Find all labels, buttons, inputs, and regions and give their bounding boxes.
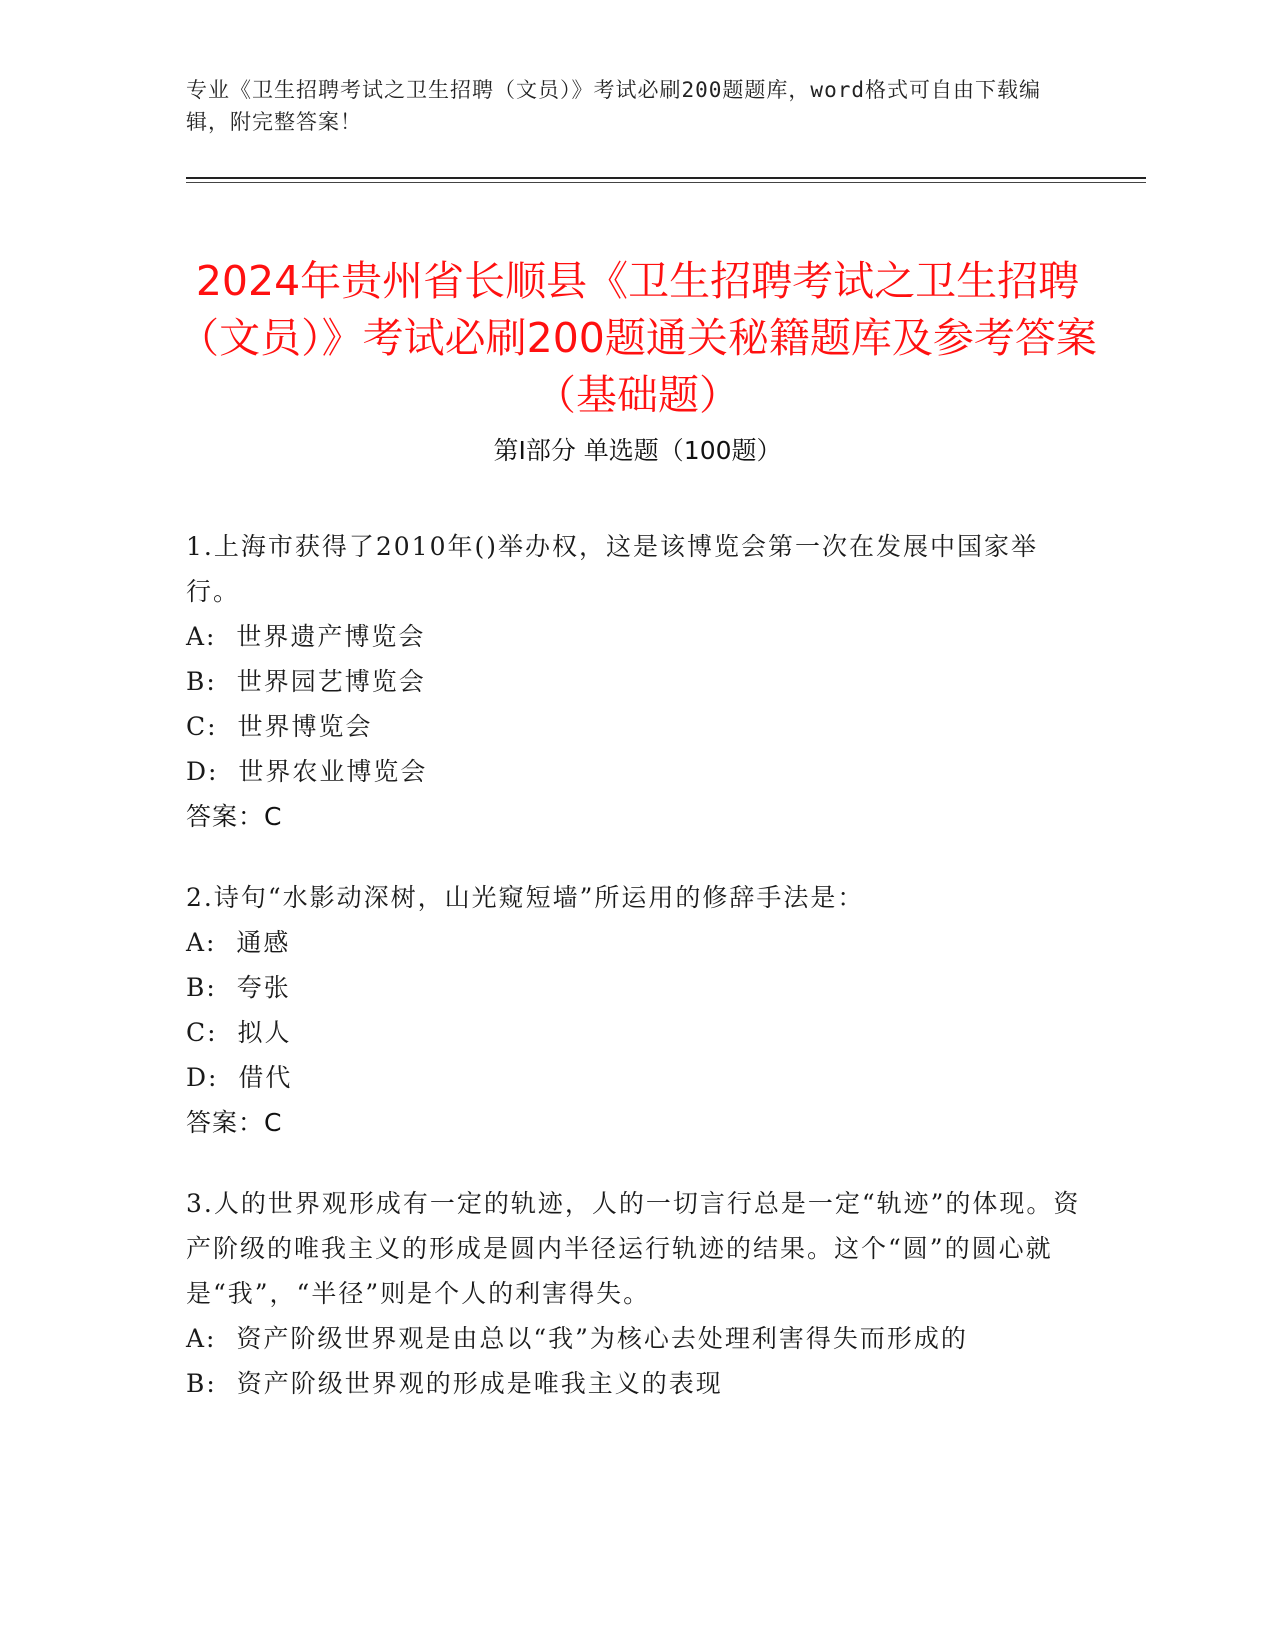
document-title: 2024年贵州省长顺县《卫生招聘考试之卫生招聘（文员）》考试必刷200题通关秘籍题库及参考答案（基础题） [178, 257, 1097, 420]
header-note: 专业《卫生招聘考试之卫生招聘（文员）》考试必刷200题题库，word格式可自由下载编辑，附完整答案！ [186, 78, 1041, 134]
answer: 答案：C [186, 802, 283, 831]
option-c: C: 世界博览会 [186, 712, 373, 741]
header-divider-thick [186, 177, 1146, 179]
option-b: B: 世界园艺博览会 [186, 667, 426, 696]
option-d: D: 借代 [186, 1063, 293, 1092]
section-title: 第Ⅰ部分 单选题（100题） [493, 436, 782, 465]
question-2 [186, 875, 1086, 1145]
question-1 [186, 524, 1086, 839]
option-a: A: 通感 [186, 928, 291, 957]
question-list [186, 524, 1086, 1442]
option-a: A: 世界遗产博览会 [186, 622, 426, 651]
option-c: C: 拟人 [186, 1018, 292, 1047]
question-text: 2.诗句“水影动深树，山光窥短墙”所运用的修辞手法是： [186, 883, 865, 912]
option-b: B: 资产阶级世界观的形成是唯我主义的表现 [186, 1369, 723, 1398]
question-text: 1.上海市获得了2010年()举办权，这是该博览会第一次在发展中国家举行。 [186, 532, 1038, 606]
question-3 [186, 1181, 1086, 1406]
option-d: D: 世界农业博览会 [186, 757, 428, 786]
question-text: 3.人的世界观形成有一定的轨迹，人的一切言行总是一定“轨迹”的体现。资产阶级的唯我主义的形成是圆内半径运行轨迹的结果。这个“圆”的圆心就是“我”，“半径”则是个人的利害得失。 [186, 1189, 1081, 1308]
option-a: A: 资产阶级世界观是由总以“我”为核心去处理利害得失而形成的 [186, 1324, 968, 1353]
header-divider-thin [186, 182, 1146, 183]
answer: 答案：C [186, 1108, 283, 1137]
option-b: B: 夸张 [186, 973, 291, 1002]
